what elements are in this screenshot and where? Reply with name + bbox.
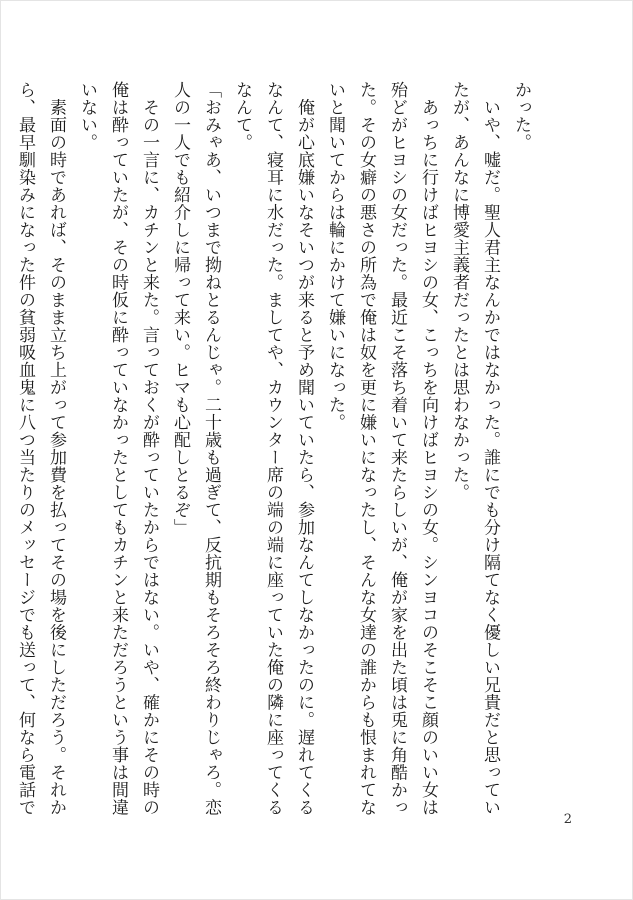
body-text	[15, 81, 536, 821]
paragraph-2: いや、嘘だ。聖人君主なんかではなかった。誰にでも分け隔てなく優しい兄貴だと思っていたが、あんなに博愛主義者だったとは思わなかった。	[449, 81, 500, 816]
paragraph-1: かった。	[511, 81, 531, 151]
paragraph-7: 素面の時であれば、そのまま立ち上がって参加費を払ってその場を後にしただろう。それから、最早馴染みになった件の貧弱吸血鬼に八つ当たりのメッセージでも送って、何なら電話で	[15, 81, 66, 816]
paragraph-4: 俺が心底嫌いなそいつが来ると予め聞いていたら、参加なんてしなかったのに。遅れてくるなんて、寝耳に水だった。ましてや、カウンター席の端の端に座っていた俺の隣に座ってくるなんて。	[232, 81, 314, 816]
paragraph-6: その一言に、カチンと来た。言っておくが酔っていたからではない。いや、確かにその時の俺は酔っていたが、その時仮に酔っていなかったとしてもカチンと来ただろうという事は間違いない。	[77, 81, 159, 816]
paragraph-3: あっちに行けばヒヨシの女、こっちを向けばヒヨシの女。シンヨコのそこそこ顔のいい女は殆どがヒヨシの女だった。最近こそ落ち着いて来たらしいが、俺が家を出た頃は兎に角酷かった。その女癖の悪さの所為で俺は奴を更に嫌いになったし、そんな女達の誰からも恨まれてないと聞いてからは輪にかけて嫌いになった。	[325, 81, 438, 816]
paragraph-5: 「おみゃあ、いつまで拗ねとるんじゃ。二十歳も過ぎて、反抗期もそろそろ終わりじゃろ。恋人の一人でも紹介しに帰って来い。ヒマも心配しとるぞ」	[170, 81, 221, 816]
page-number: 2	[563, 812, 572, 827]
